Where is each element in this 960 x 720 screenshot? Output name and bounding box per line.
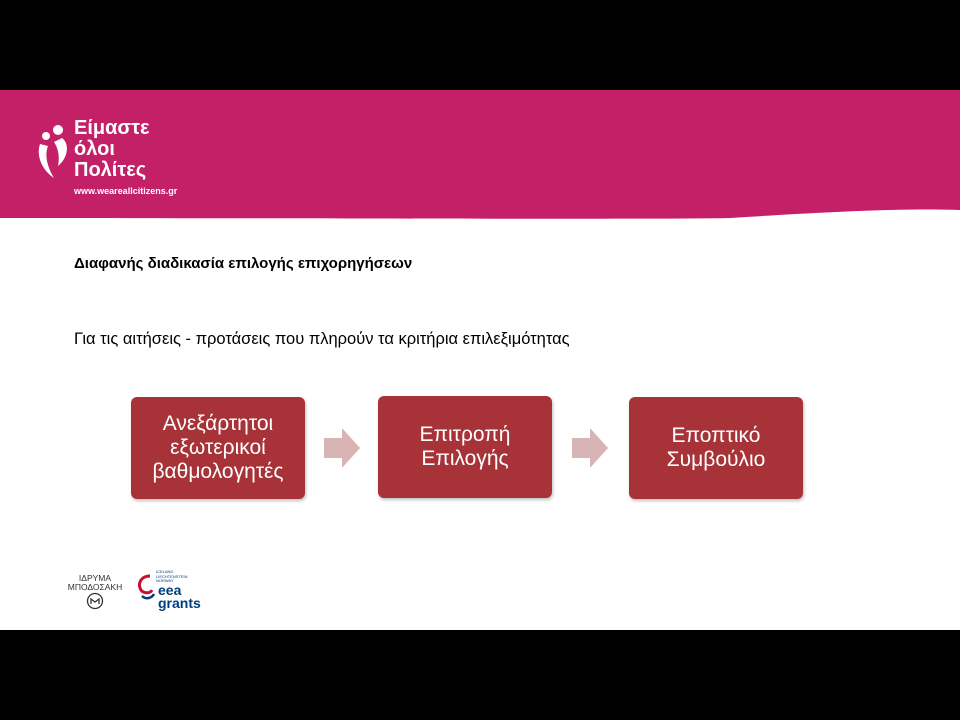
flow-step-3-line-2: Συμβούλιο [666,448,766,471]
flow-arrow-2 [572,428,608,468]
slide [0,90,960,630]
flow-step-1-line-3: βαθμολογητές [152,460,284,483]
flow-step-1-line-2: εξωτερικοί [170,436,266,459]
eea-word: eea [158,582,182,598]
logo-line-2: όλοι [74,138,115,160]
eea-small-1: ICELAND [156,569,174,574]
flow-step-2-line-2: Επιλογής [421,447,509,470]
slide-subtitle: Για τις αιτήσεις - προτάσεις που πληρούν τα κριτήρια επιλεξιμότητας [74,330,570,348]
logo-line-1: Είμαστε [74,117,150,139]
bodossaki-foundation-logo [62,574,128,610]
flow-step-3-line-1: Εποπτικό [671,424,761,447]
eea-small-2: LIECHTENSTEIN [156,573,188,579]
logo [36,118,216,198]
grants-word: grants [158,595,201,611]
eea-small-3: NORWAY [156,578,174,583]
flow-step-3 [629,397,803,499]
flow-step-2 [378,396,552,498]
logo-url: www.weareallcitizens.gr [74,186,178,196]
people-heart-icon [36,124,72,184]
eea-swirl-icon [136,572,156,602]
foundation-emblem-icon [86,592,104,610]
flow-step-1-line-1: Ανεξάρτητοι [162,412,274,435]
slide-title: Διαφανής διαδικασία επιλογής επιχορηγήσεων [74,255,413,272]
fund1-line-1: ΙΔΡΥΜΑ [78,573,112,583]
logo-line-3: Πολίτες [74,159,147,181]
logo-text [74,118,150,181]
flow-step-1 [131,397,305,499]
flow-step-2-line-1: Επιτροπή [419,423,511,446]
flow-arrow-1 [324,428,360,468]
fund1-line-2: ΜΠΟΔΟΣΑΚΗ [67,582,123,592]
eea-grants-logo [136,570,226,614]
